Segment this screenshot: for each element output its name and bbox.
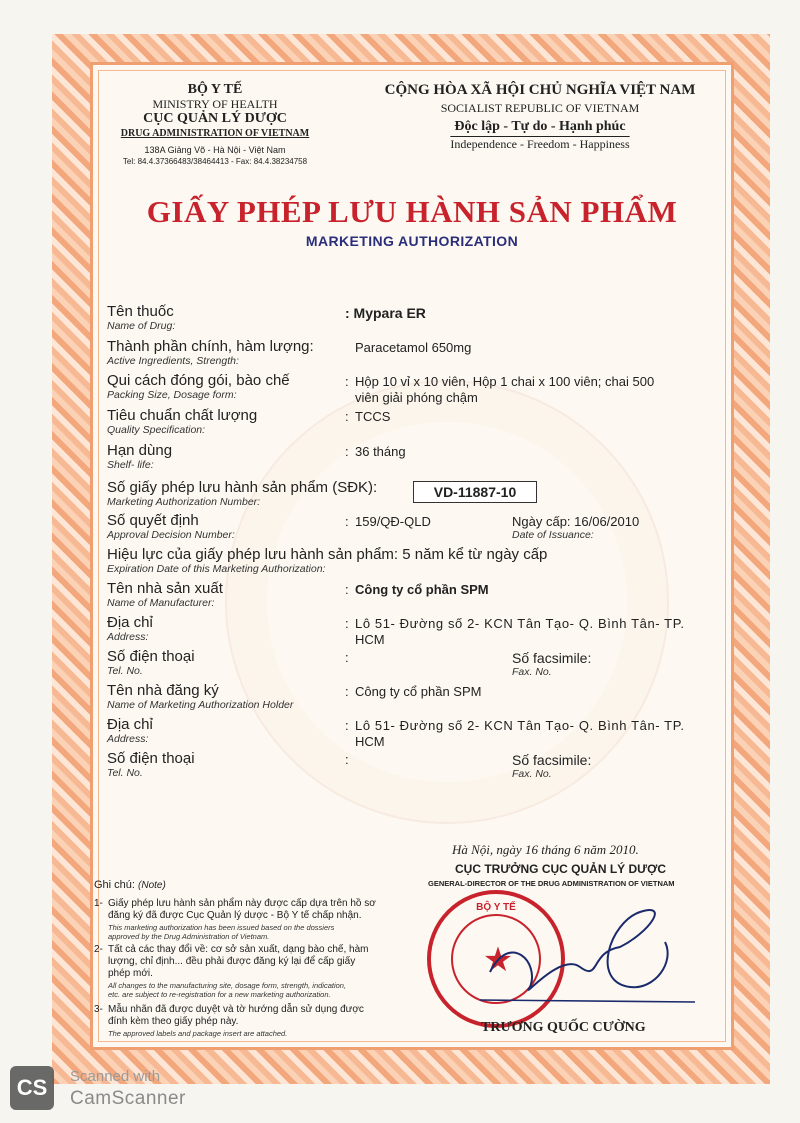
watermark-emblem [225, 380, 669, 824]
shelf-life-label: Hạn dùng [107, 442, 173, 459]
note-number: 1- [94, 898, 103, 909]
ingredients-label-en: Active Ingredients, Strength: [107, 355, 239, 367]
notes-heading [94, 879, 166, 891]
signer-name: TRƯƠNG QUỐC CƯỜNG [481, 1020, 646, 1035]
mfr-address-label-en: Address: [107, 631, 149, 643]
ministry-vi: BỘ Y TẾ [187, 82, 243, 97]
packing-value-line1: Hộp 10 vỉ x 10 viên, Hộp 1 chai x 100 viên; chai 500 [355, 374, 655, 389]
notes-heading-vi: Ghi chú: [94, 879, 135, 891]
holder-address-line1: Lô 51- Đường số 2- KCN Tân Tạo- Q. Bình Tân- TP. [355, 718, 685, 733]
stamp-text: BỘ Y TẾ [476, 902, 516, 913]
note-text-line: lượng, chỉ định... đều phải được đăng ký lại để cấp giấy [108, 956, 356, 967]
quality-colon: : [345, 409, 349, 424]
holder-fax-label: Số facsimile: [512, 752, 592, 768]
note-number: 3- [94, 1004, 103, 1015]
dept-en: DRUG ADMINISTRATION OF VIETNAM [120, 128, 310, 139]
holder-colon: : [345, 684, 349, 699]
dept-vi: CỤC QUẢN LÝ DƯỢC [143, 111, 287, 126]
motto-vi: Độc lập - Tự do - Hạnh phúc [454, 119, 626, 134]
expiration-label: Hiệu lực của giấy phép lưu hành sản phẩm: 5 năm kể từ ngày cấp [107, 546, 548, 563]
signer-position-en: GENERAL-DIRECTOR OF THE DRUG ADMINISTRATION OF VIETNAM [428, 879, 675, 888]
mfr-address-label: Địa chỉ [107, 614, 153, 631]
dept-contact: Tel: 84.4.37366483/38464413 - Fax: 84.4.38234758 [122, 157, 308, 166]
note-text-en: approved by the Drug Administration of Vietnam. [108, 932, 270, 941]
note-text-line: phép mới. [108, 968, 153, 979]
mfr-phone-label-en: Tel. No. [107, 665, 143, 677]
note-text-line: đăng ký đã được Cục Quản lý dược - Bộ Y tế chấp nhận. [108, 910, 362, 921]
packing-colon: : [345, 374, 349, 389]
holder-phone-label: Số điện thoại [107, 750, 195, 767]
drug-name-label: Tên thuốc [107, 303, 174, 320]
issue-date-label: Ngày cấp: 16/06/2010 [512, 514, 640, 529]
reg-number-label-en: Marketing Authorization Number: [107, 496, 261, 508]
issue-date-label-en: Date of Issuance: [512, 529, 594, 541]
note-number: 2- [94, 944, 103, 955]
holder-phone-colon: : [345, 752, 349, 767]
note-text-en: The approved labels and package insert are attached. [108, 1029, 288, 1038]
manufacturer-label: Tên nhà sản xuất [107, 580, 223, 597]
holder-fax-label-en: Fax. No. [512, 768, 552, 780]
ministry-en: MINISTRY OF HEALTH [152, 97, 278, 111]
note-text-en: This marketing authorization has been issued based on the dossiers [108, 923, 335, 932]
place-date: Hà Nội, ngày 16 tháng 6 năm 2010. [452, 842, 639, 857]
camscanner-logo: CS [10, 1066, 54, 1110]
holder-label-en: Name of Marketing Authorization Holder [107, 699, 294, 711]
reg-number-label: Số giấy phép lưu hành sản phẩm (SĐK): [107, 479, 378, 496]
mfr-address-line2: HCM [355, 632, 385, 647]
decision-colon: : [345, 514, 349, 529]
packing-value-line2: viên giải phóng chậm [355, 390, 478, 405]
mfr-fax-label-en: Fax. No. [512, 666, 552, 678]
shelf-life-value: 36 tháng [355, 444, 406, 459]
dept-address: 138A Giảng Võ - Hà Nội - Việt Nam [144, 145, 286, 155]
notes-heading-en: (Note) [138, 880, 166, 891]
page-title: GIẤY PHÉP LƯU HÀNH SẢN PHẨM [146, 194, 678, 229]
mfr-address-colon: : [345, 616, 349, 631]
note-text-line: đính kèm theo giấy phép này. [108, 1016, 239, 1027]
signer-position-vi: CỤC TRƯỞNG CỤC QUẢN LÝ DƯỢC [455, 862, 667, 876]
holder-address-label-en: Address: [107, 733, 149, 745]
note-text-line: Mẫu nhãn đã được duyệt và tờ hướng dẫn sử dụng được [108, 1004, 364, 1015]
decision-label: Số quyết định [107, 512, 199, 529]
note-text-line: Tất cả các thay đổi về: cơ sở sản xuất, dạng bào chế, hàm [108, 944, 369, 955]
quality-label: Tiêu chuẩn chất lượng [107, 407, 258, 424]
country-en: SOCIALIST REPUBLIC OF VIETNAM [440, 101, 640, 115]
note-text-line: Giấy phép lưu hành sản phẩm này được cấp dựa trên hồ sơ [108, 898, 376, 909]
packing-label: Qui cách đóng gói, bào chế [107, 372, 290, 389]
ingredients-value: Paracetamol 650mg [355, 340, 472, 355]
holder-value: Công ty cổ phần SPM [355, 684, 482, 699]
shelf-life-label-en: Shelf- life: [107, 459, 154, 471]
drug-name-label-en: Name of Drug: [107, 320, 176, 332]
holder-address-line2: HCM [355, 734, 385, 749]
shelf-life-colon: : [345, 444, 349, 459]
holder-label: Tên nhà đăng ký [107, 682, 219, 699]
scanner-line1: Scanned with [70, 1068, 161, 1085]
quality-label-en: Quality Specification: [107, 424, 206, 436]
holder-address-colon: : [345, 718, 349, 733]
mfr-phone-colon: : [345, 650, 349, 665]
mfr-phone-label: Số điện thoại [107, 648, 195, 665]
page-subtitle: MARKETING AUTHORIZATION [305, 233, 519, 249]
scanner-line2: CamScanner [70, 1088, 186, 1109]
ingredients-label: Thành phần chính, hàm lượng: [107, 338, 314, 355]
manufacturer-label-en: Name of Manufacturer: [107, 597, 215, 609]
holder-address-label: Địa chỉ [107, 716, 153, 733]
holder-phone-label-en: Tel. No. [107, 767, 143, 779]
decision-value: 159/QĐ-QLD [355, 514, 431, 529]
expiration-label-en: Expiration Date of this Marketing Authorization: [107, 563, 326, 575]
motto-en: Independence - Freedom - Happiness [450, 137, 630, 151]
packing-label-en: Packing Size, Dosage form: [107, 389, 237, 401]
signature-scribble [470, 892, 700, 1022]
note-text-en: All changes to the manufacturing site, dosage form, strength, indication, [108, 981, 347, 990]
reg-number-value: VD-11887-10 [413, 481, 537, 503]
mfr-address-line1: Lô 51- Đường số 2- KCN Tân Tạo- Q. Bình Tân- TP. [355, 616, 685, 631]
star-icon: ★ [482, 941, 514, 979]
mfr-fax-label: Số facsimile: [512, 650, 592, 666]
country-vi: CỘNG HÒA XÃ HỘI CHỦ NGHĨA VIỆT NAM [384, 82, 696, 98]
manufacturer-colon: : [345, 582, 349, 597]
decision-label-en: Approval Decision Number: [107, 529, 235, 541]
manufacturer-value: Công ty cổ phần SPM [355, 582, 489, 597]
drug-name-value: : Mypara ER [345, 305, 426, 321]
quality-value: TCCS [355, 409, 391, 424]
note-text-en: etc. are subject to re-registration for a new marketing authorization. [108, 990, 331, 999]
